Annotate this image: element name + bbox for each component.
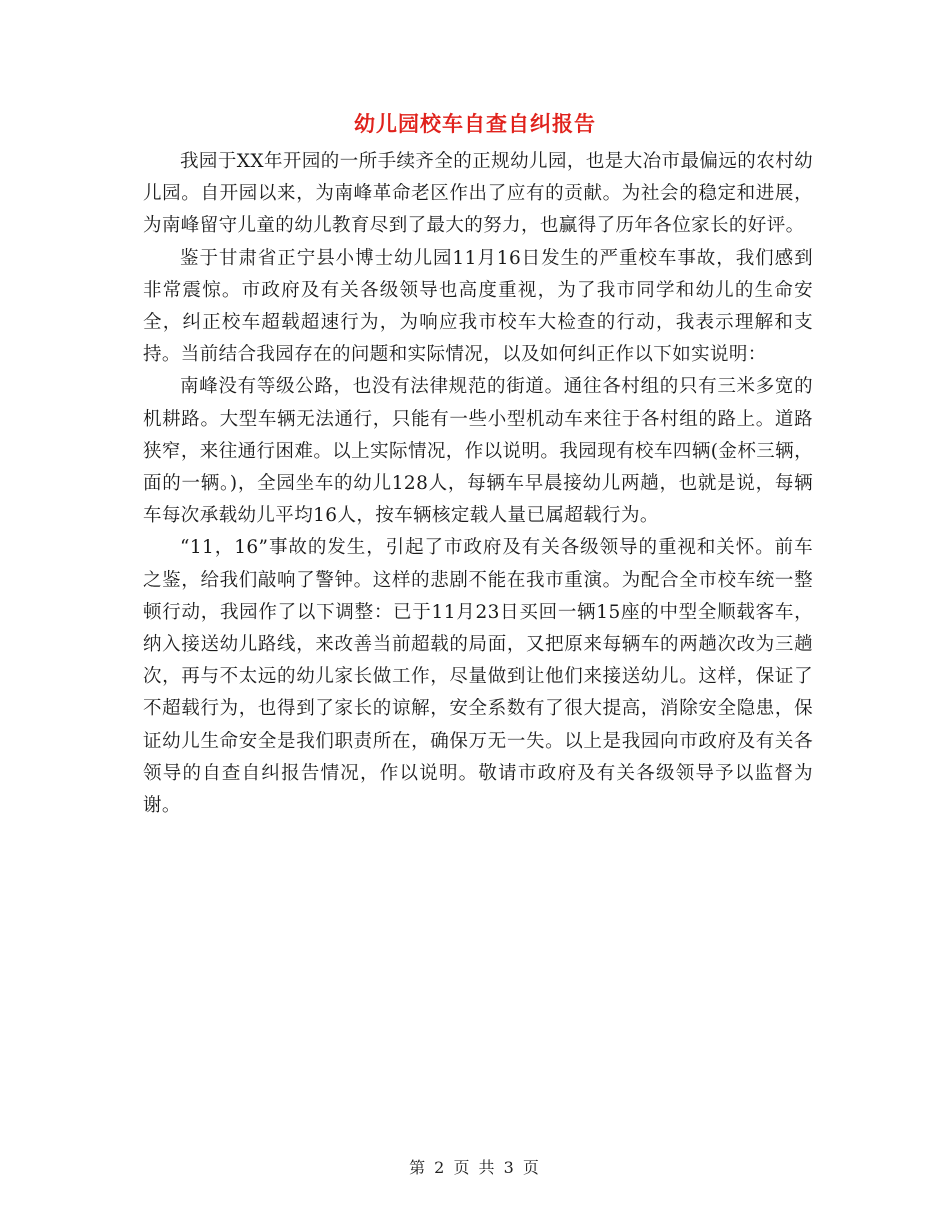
paragraph-3: 南峰没有等级公路，也没有法律规范的街道。通往各村组的只有三米多宽的机耕路。大型车辆无法通行，只能有一些小型机动车来往于各村组的路上。道路狭窄，来往通行困难。以上实际情况，作以说明。我园现有校车四辆(金杯三辆，面的一辆。)，全园坐车的幼儿128人，每辆车早晨接幼儿两趟，也就是说，每辆车每次承载幼儿平均16人，按车辆核定载人量已属超载行为。 — [143, 376, 813, 527]
page-number-footer: 第 2 页 共 3 页 — [409, 1158, 541, 1177]
paragraph-4: “11，16”事故的发生，引起了市政府及有关各级领导的重视和关怀。前车之鉴，给我们敲响了警钟。这样的悲剧不能在我市重演。为配合全市校车统一整顿行动，我园作了以下调整：已于11月23日买回一辆15座的中型全顺载客车，纳入接送幼儿路线，来改善当前超载的局面，又把原来每辆车的两趟次改为三趟次，再与不太远的幼儿家长做工作，尽量做到让他们来接送幼儿。这样，保证了不超载行为，也得到了家长的谅解，安全系数有了很大提高，消除安全隐患，保证幼儿生命安全是我们职责所在，确保万无一失。以上是我园向市政府及有关各领导的自查自纠报告情况，作以说明。敬请市政府及有关各级领导予以监督为谢。 — [143, 537, 813, 817]
paragraph-2: 鉴于甘肃省正宁县小博士幼儿园11月16日发生的严重校车事故，我们感到非常震惊。市政府及有关各级领导也高度重视，为了我市同学和幼儿的生命安全，纠正校车超载超速行为，为响应我市校车大检查的行动，我表示理解和支持。当前结合我园存在的问题和实际情况，以及如何纠正作以下如实说明： — [143, 247, 813, 366]
document-body — [143, 146, 813, 822]
paragraph-1: 我园于XX年开园的一所手续齐全的正规幼儿园，也是大冶市最偏远的农村幼儿园。自开园以来，为南峰革命老区作出了应有的贡献。为社会的稳定和进展，为南峰留守儿童的幼儿教育尽到了最大的努力，也赢得了历年各位家长的好评。 — [143, 151, 813, 237]
document-title: 幼儿园校车自查自纠报告 — [354, 111, 596, 136]
